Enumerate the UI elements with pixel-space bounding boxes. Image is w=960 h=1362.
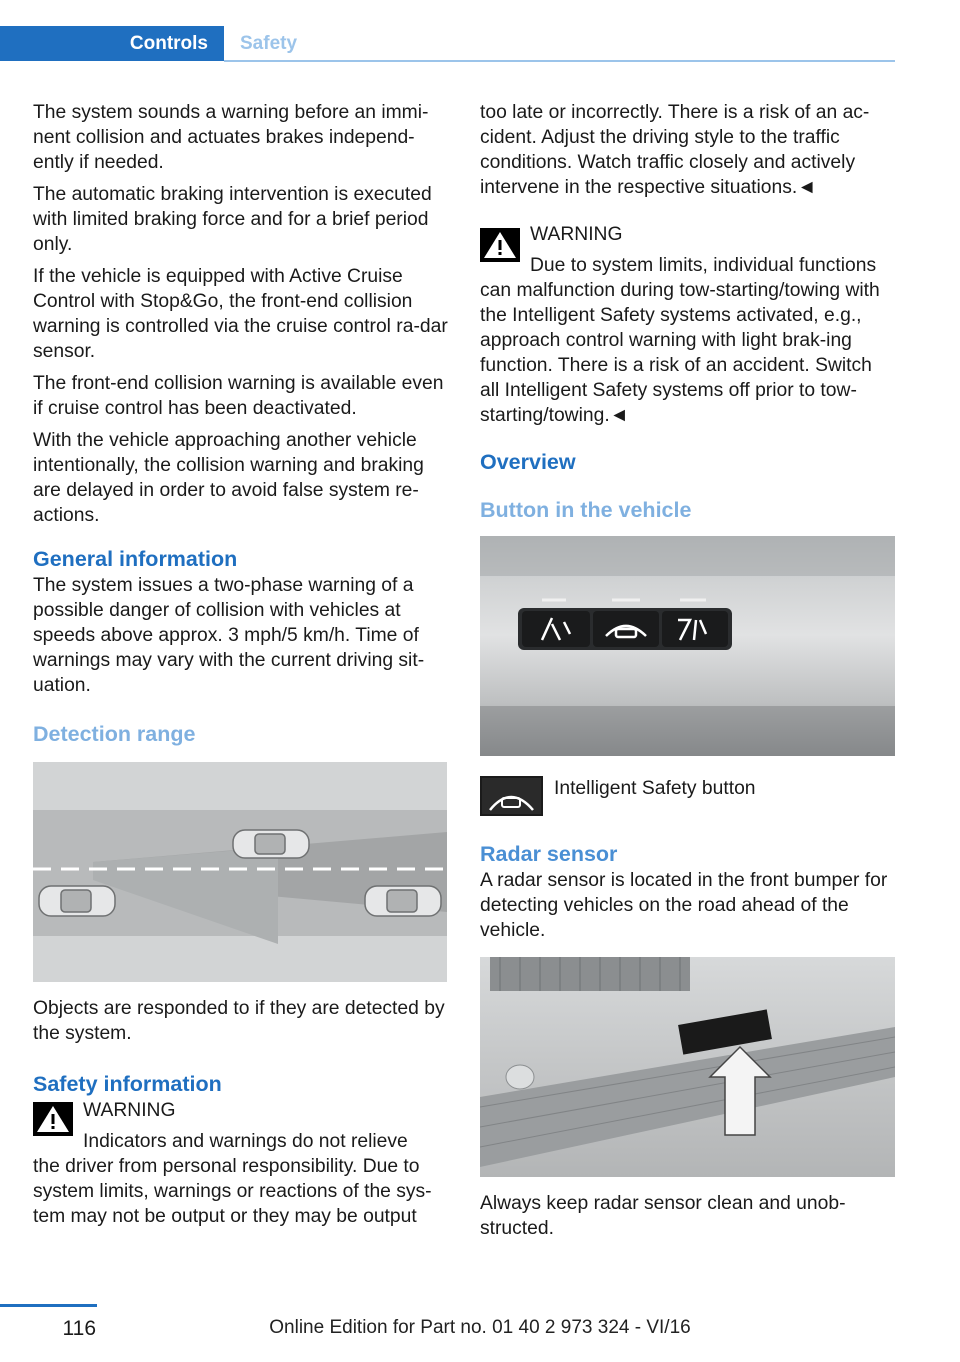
right-column (480, 100, 896, 1248)
footer-edition: Online Edition for Part no. 01 40 2 973 324 - VI/16 (269, 1317, 691, 1338)
paragraph-braking: The automatic braking intervention is executed with limited braking force and for a brief period only. (33, 184, 432, 255)
warning-text-rest: the driver from personal responsibility. Due to system limits, warnings or reactions of the sys-tem may not be output or they may be output (33, 1156, 432, 1227)
warning-triangle-icon (33, 1102, 73, 1136)
button-caption-row (480, 776, 896, 818)
button-caption-text: Intelligent Safety button (554, 778, 756, 799)
tab-controls[interactable]: Controls (0, 26, 224, 61)
footer-rule (0, 1304, 97, 1307)
intelligent-safety-icon (480, 776, 543, 816)
button-panel-photo (480, 536, 895, 756)
paragraph-cruise-control: If the vehicle is equipped with Active Cruise Control with Stop&Go, the front-end collision warning is controlled via the cruise control ra-dar sensor. (33, 266, 448, 362)
paragraph-availability: The front-end collision warning is available even if cruise control has been deactivated. (33, 373, 444, 419)
warning-label: WARNING (530, 224, 623, 245)
page-header (0, 0, 960, 62)
detection-range-illustration (33, 762, 447, 982)
page-number: 116 (62, 1317, 96, 1340)
heading-general-information: General information (33, 547, 238, 571)
warning-label: WARNING (83, 1100, 176, 1121)
left-column (33, 100, 449, 1236)
warning-block-indicators (33, 1098, 449, 1229)
heading-button-in-vehicle: Button in the vehicle (480, 498, 692, 522)
car-ahead (233, 830, 309, 858)
radar-sensor-photo (480, 957, 895, 1177)
warning-block-towing (480, 222, 896, 428)
paragraph-keep-clean: Always keep radar sensor clean and unob-structed. (480, 1193, 846, 1239)
paragraph-general: The system issues a two-phase warning of a possible danger of collision with vehicles at speeds above approx. 3 mph/5 km/h. Time of warnings may vary with the current driving sit-uation. (33, 575, 425, 696)
heading-overview: Overview (480, 450, 576, 474)
tab-safety[interactable]: Safety (240, 33, 298, 54)
warning-text-first-line: Indicators and warnings do not relieve (83, 1131, 408, 1152)
warning-text-rest: can malfunction during tow-starting/towing with the Intelligent Safety systems activated, e.g., approach control warning with light brak-ing function. There is a risk of an accident. Switch all Intelligent Safety systems off prior to tow-starting/towing.◄ (480, 280, 880, 426)
warning-text-first-line: Due to system limits, individual functions (530, 255, 877, 276)
paragraph-warning-intro: The system sounds a warning before an immi-nent collision and actuates brakes independ-ently if needed. (33, 102, 429, 173)
header-rule (224, 60, 895, 62)
paragraph-detection: Objects are responded to if they are detected by the system. (33, 998, 445, 1044)
paragraph-radar: A radar sensor is located in the front bumper for detecting vehicles on the road ahead of the vehicle. (480, 870, 888, 941)
heading-safety-information: Safety information (33, 1072, 222, 1096)
paragraph-warning-continued: too late or incorrectly. There is a risk of an ac-cident. Adjust the driving style to the traffic conditions. Watch traffic closely and actively intervene in the respective situations.◄ (480, 102, 870, 198)
paragraph-intentional: With the vehicle approaching another vehicle intentionally, the collision warning and braking are delayed in order to avoid false system re-actions. (33, 430, 424, 526)
heading-radar-sensor: Radar sensor (480, 842, 618, 866)
heading-detection-range: Detection range (33, 722, 196, 746)
car-left (39, 886, 115, 916)
warning-triangle-icon (480, 228, 520, 262)
car-own (365, 886, 441, 916)
